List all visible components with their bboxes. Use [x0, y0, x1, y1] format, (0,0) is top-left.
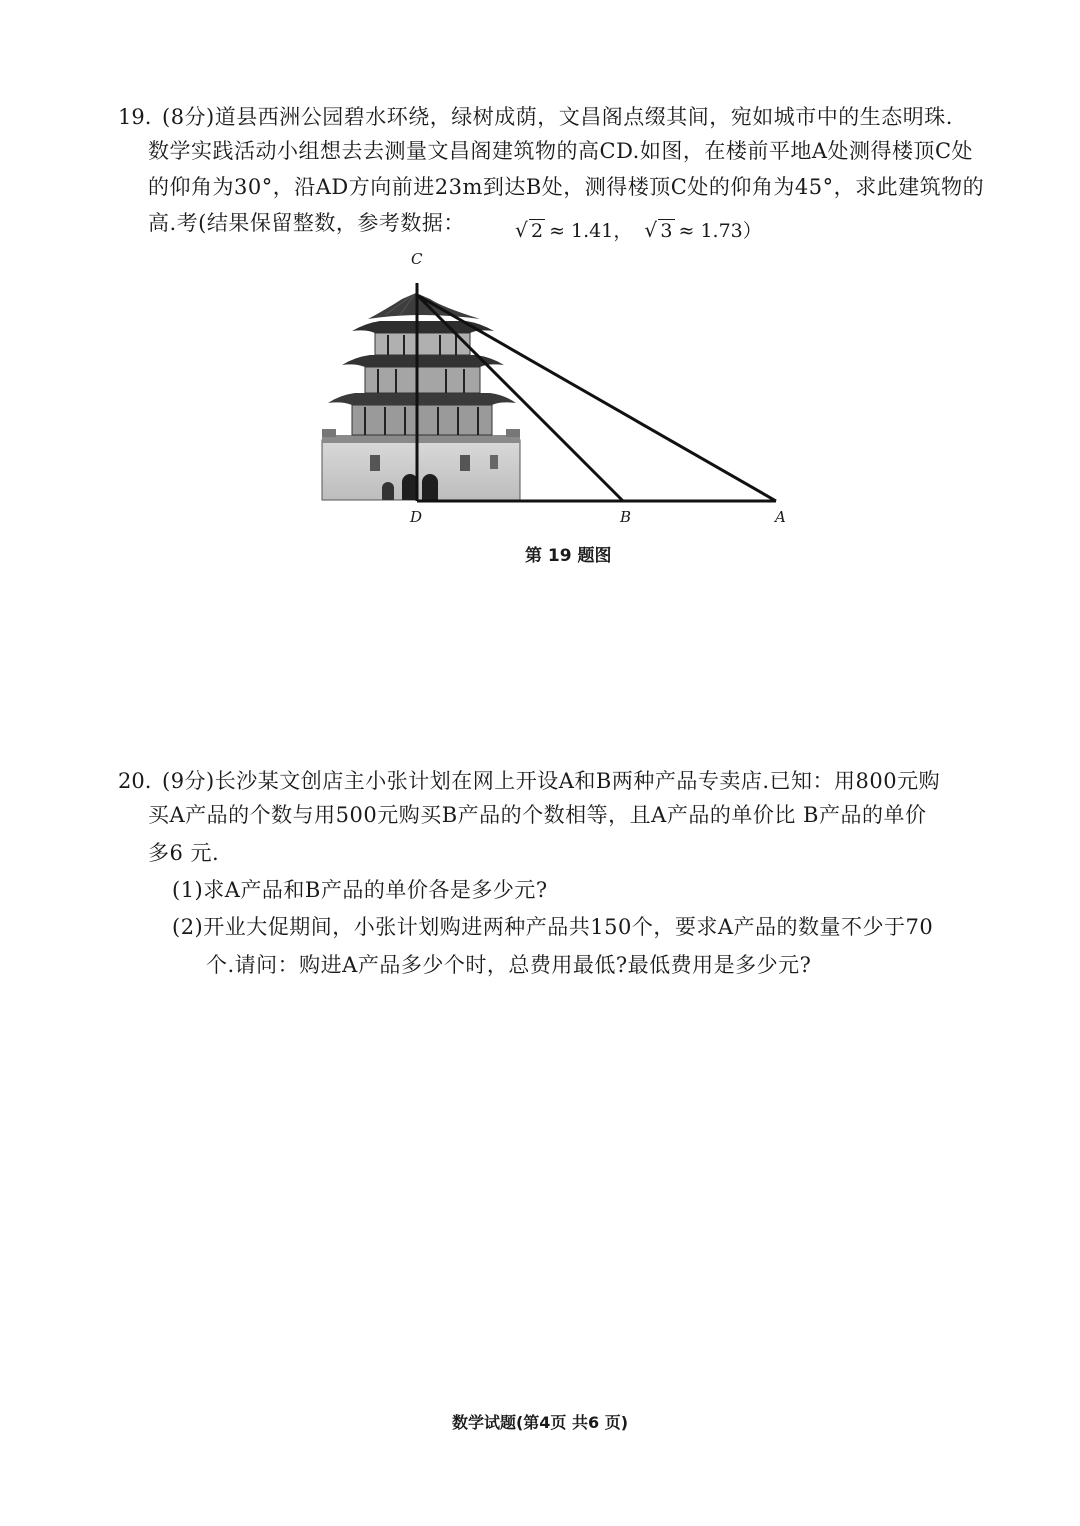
label-d: D [410, 508, 423, 526]
sqrt-3: √ 3 [644, 216, 674, 246]
question-20-line-1: (9分)长沙某文创店主小张计划在网上开设A和B两种产品专卖店.已知：用800元购 [162, 769, 941, 793]
label-c: C [411, 250, 423, 268]
question-19-number: 19. [118, 105, 152, 129]
question-19-line-4: 高.考(结果保留整数，参考数据： [148, 211, 465, 235]
page-footer: 数学试题(第4页 共6 页) [451, 1413, 629, 1432]
question-20-part-2-line-2: 个.请问：购进A产品多少个时，总费用最低?最低费用是多少元? [206, 953, 812, 977]
question-20-line-2: 买A产品的个数与用500元购买B产品的个数相等，且A产品的单价比 B产品的单价 [148, 803, 927, 827]
figure-caption: 第 19 题图 [525, 546, 612, 566]
reference-data-formula [515, 216, 762, 246]
question-19-line-3: 的仰角为30°，沿AD方向前进23m到达B处，测得楼顶C处的仰角为45°，求此建筑物的 [148, 175, 985, 199]
label-b: B [620, 508, 632, 526]
question-19-line-1: (8分)道县西洲公园碧水环绕，绿树成荫，文昌阁点缀其间，宛如城市中的生态明珠. [162, 105, 953, 129]
question-19-figure [310, 255, 790, 515]
question-20-number: 20. [118, 769, 152, 793]
approx-value-2: ≈ 1.73） [678, 220, 762, 242]
sqrt-2: √ 2 [515, 216, 545, 246]
question-19-line-2: 数学实践活动小组想去去测量文昌阁建筑物的高CD.如图，在楼前平地A处测得楼顶C处 [148, 139, 974, 163]
pavilion-illustration [322, 293, 520, 500]
question-20-part-1: (1)求A产品和B产品的单价各是多少元? [172, 878, 548, 902]
question-20-line-3: 多6 元. [148, 841, 220, 865]
approx-value-1: ≈ 1.41， [549, 220, 633, 242]
question-20-part-2-line-1: (2)开业大促期间，小张计划购进两种产品共150个，要求A产品的数量不少于70 [172, 915, 934, 939]
label-a: A [775, 508, 786, 526]
